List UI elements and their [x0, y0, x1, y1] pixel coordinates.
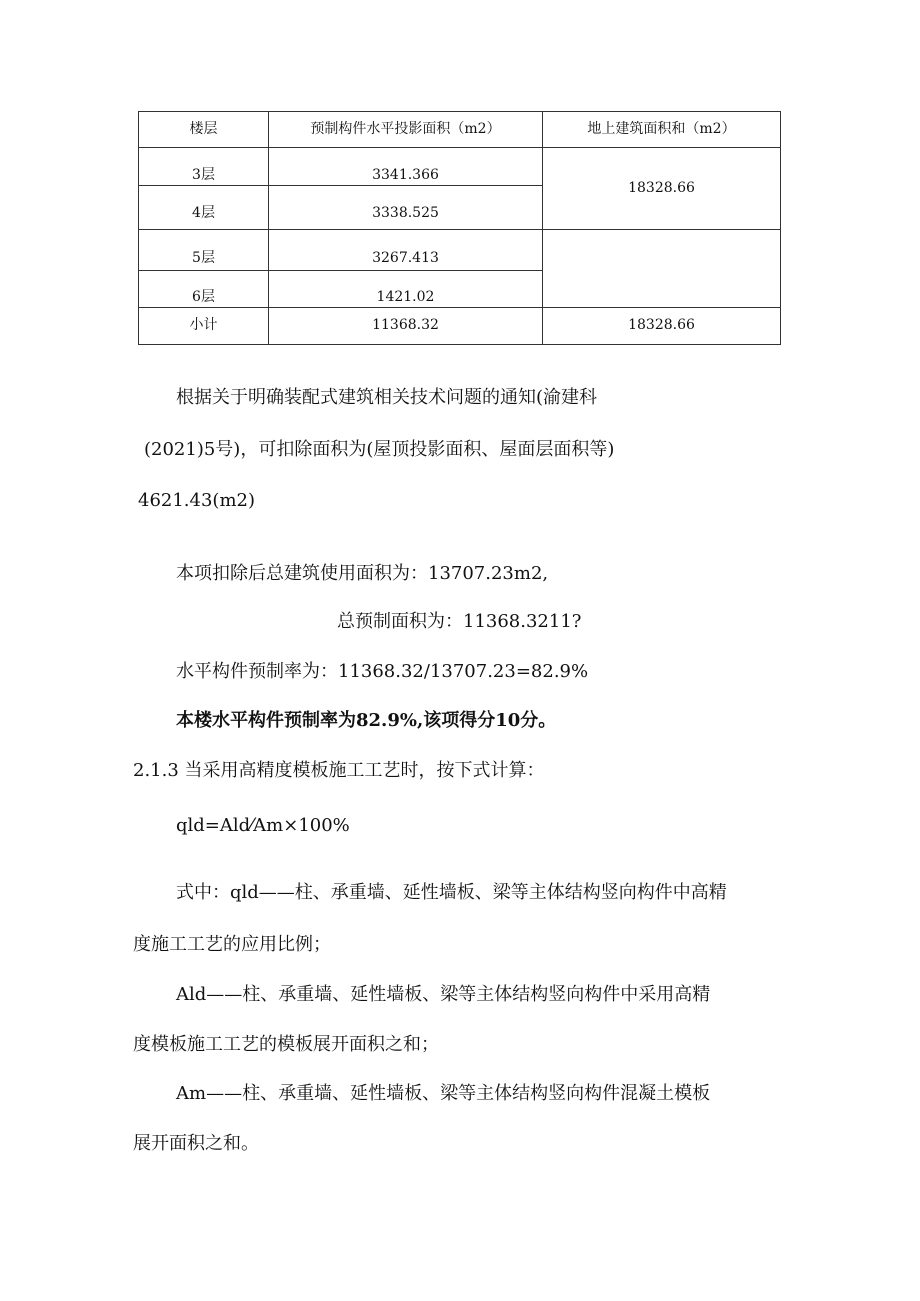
table-header-row	[139, 112, 781, 148]
subtotal-total: 18328.66	[543, 308, 781, 345]
header-prefab-area: 预制构件水平投影面积（m2）	[269, 112, 543, 148]
header-building-area: 地上建筑面积和（m2）	[543, 112, 781, 148]
subtotal-area: 11368.32	[269, 308, 543, 345]
paragraph-usable-area: 本项扣除后总建筑使用面积为：13707.23m2,	[176, 563, 549, 584]
subtotal-row	[139, 308, 781, 345]
definition-qld-line2: 度施工工艺的应用比例；	[133, 934, 331, 955]
area-cell: 3338.525	[269, 186, 543, 230]
header-floor: 楼层	[139, 112, 269, 148]
definition-ald-line2: 度模板施工工艺的模板展开面积之和；	[133, 1034, 439, 1055]
group-total-cell	[543, 230, 781, 308]
formula-qld: qld=Ald⁄Am×100%	[176, 815, 350, 836]
floor-cell: 6层	[139, 271, 269, 308]
group-total-cell: 18328.66	[543, 148, 781, 230]
definition-qld-line1: 式中：qld——柱、承重墙、延性墙板、梁等主体结构竖向构件中高精	[176, 882, 727, 903]
definition-am-line2: 展开面积之和。	[133, 1133, 259, 1154]
floor-cell: 4层	[139, 186, 269, 230]
area-cell: 1421.02	[269, 271, 543, 308]
subtotal-label: 小计	[139, 308, 269, 345]
definition-ald-line1: Ald——柱、承重墙、延性墙板、梁等主体结构竖向构件中采用高精	[176, 984, 711, 1005]
paragraph-notice-line2: (2021)5号)，可扣除面积为(屋顶投影面积、屋面层面积等)	[144, 439, 615, 460]
paragraph-total-prefab: 总预制面积为：11368.3211?	[337, 611, 582, 632]
table-row	[139, 148, 781, 186]
definition-am-line1: Am——柱、承重墙、延性墙板、梁等主体结构竖向构件混凝土模板	[176, 1083, 711, 1104]
table-row	[139, 230, 781, 271]
paragraph-notice-line1: 根据关于明确装配式建筑相关技术问题的通知(渝建科	[176, 387, 598, 408]
area-table	[138, 111, 781, 345]
paragraph-notice-line3: 4621.43(m2)	[138, 490, 255, 511]
area-cell: 3341.366	[269, 148, 543, 186]
paragraph-score: 本楼水平构件预制率为82.9%,该项得分10分。	[176, 710, 557, 731]
floor-cell: 5层	[139, 230, 269, 271]
paragraph-prefab-ratio: 水平构件预制率为：11368.32/13707.23=82.9%	[176, 661, 589, 682]
floor-cell: 3层	[139, 148, 269, 186]
area-cell: 3267.413	[269, 230, 543, 271]
section-heading-2-1-3: 2.1.3 当采用高精度模板施工工艺时，按下式计算：	[133, 760, 545, 781]
